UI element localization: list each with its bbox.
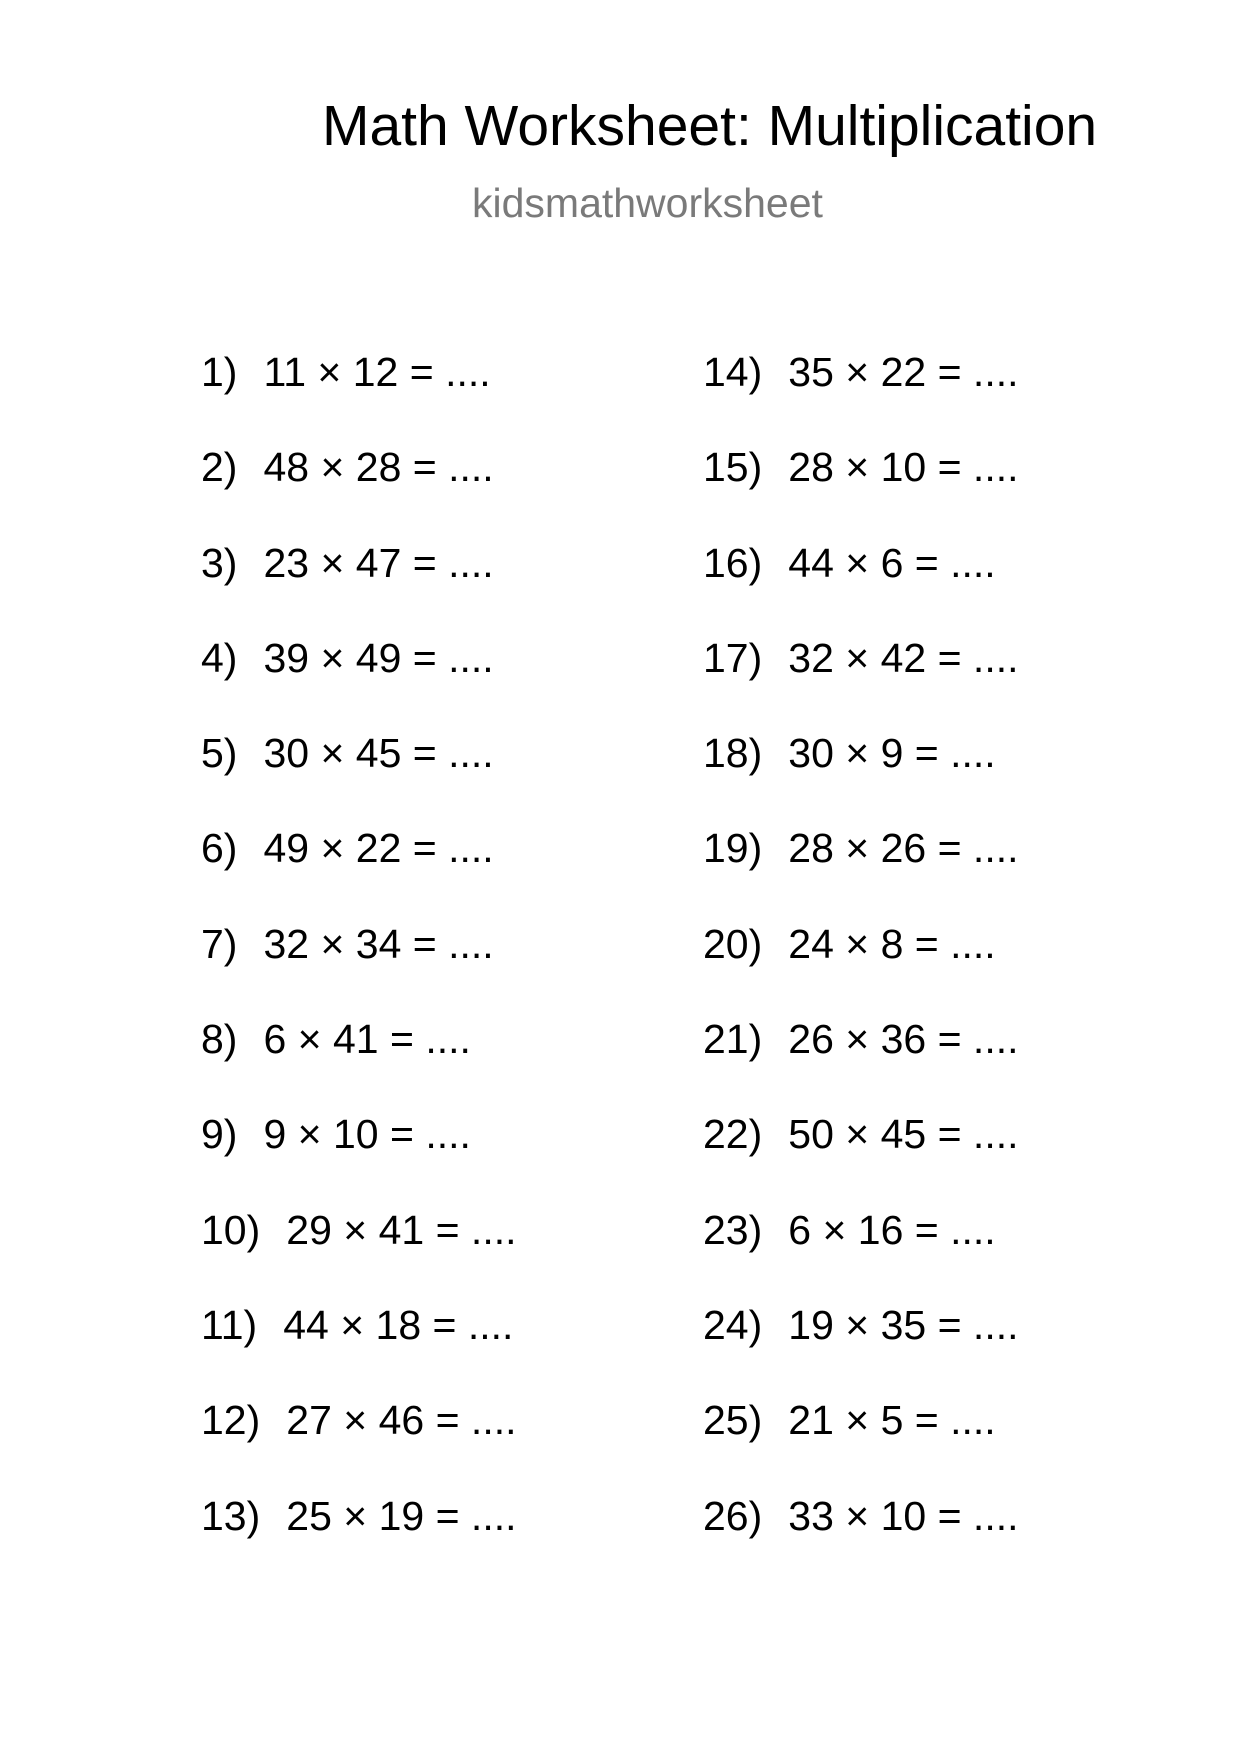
problem-number: 12) — [201, 1397, 261, 1444]
problem-number: 13) — [201, 1492, 261, 1539]
worksheet-title: Math Worksheet: Multiplication — [322, 94, 1098, 158]
problem-item — [201, 634, 517, 729]
problem-expression: 28 × 26 = .... — [788, 825, 1019, 872]
problem-item — [201, 443, 517, 538]
problem-expression: 21 × 5 = .... — [788, 1397, 996, 1444]
problem-item — [201, 1110, 517, 1205]
problem-item — [703, 1110, 1019, 1205]
problem-item — [703, 443, 1019, 538]
problem-item — [201, 1301, 517, 1396]
problem-expression: 26 × 36 = .... — [788, 1016, 1019, 1063]
problem-item — [703, 348, 1019, 443]
problem-number: 24) — [703, 1301, 763, 1348]
problem-expression: 30 × 45 = .... — [263, 730, 494, 777]
problem-item — [201, 1492, 517, 1587]
problem-expression: 9 × 10 = .... — [263, 1111, 471, 1158]
problem-number: 20) — [703, 920, 763, 967]
problem-expression: 11 × 12 = .... — [263, 349, 491, 395]
problem-item — [703, 1301, 1019, 1396]
problem-number: 9) — [201, 1111, 238, 1158]
problem-expression: 32 × 42 = .... — [788, 634, 1019, 681]
problem-item — [201, 1015, 517, 1110]
problem-item — [201, 920, 517, 1015]
problem-item — [703, 920, 1019, 1015]
problem-item — [201, 539, 517, 634]
problem-expression: 48 × 28 = .... — [263, 444, 494, 491]
problem-number: 14) — [703, 349, 763, 395]
problem-number: 7) — [201, 920, 238, 967]
problem-expression: 28 × 10 = .... — [788, 444, 1019, 491]
problem-expression: 6 × 41 = .... — [263, 1016, 471, 1063]
problem-item — [703, 1206, 1019, 1301]
problem-number: 18) — [703, 730, 763, 777]
problem-expression: 33 × 10 = .... — [788, 1492, 1019, 1539]
problem-number: 17) — [703, 634, 763, 681]
problem-expression: 24 × 8 = .... — [788, 920, 996, 967]
problem-item — [201, 824, 517, 919]
problem-expression: 29 × 41 = .... — [286, 1206, 517, 1253]
problem-number: 10) — [201, 1206, 261, 1253]
problem-expression: 50 × 45 = .... — [788, 1111, 1019, 1158]
problem-number: 21) — [703, 1016, 763, 1063]
problem-expression: 19 × 35 = .... — [788, 1301, 1019, 1348]
problem-number: 5) — [201, 730, 238, 777]
problem-number: 26) — [703, 1492, 763, 1539]
problem-item — [201, 1206, 517, 1301]
problem-number: 22) — [703, 1111, 763, 1158]
problem-number: 23) — [703, 1206, 763, 1253]
problem-number: 4) — [201, 634, 238, 681]
problem-expression: 23 × 47 = .... — [263, 539, 494, 586]
problem-expression: 30 × 9 = .... — [788, 730, 996, 777]
problem-item — [703, 634, 1019, 729]
problem-column-right — [703, 348, 1019, 1587]
problem-number: 8) — [201, 1016, 238, 1063]
problem-item — [703, 824, 1019, 919]
problem-expression: 6 × 16 = .... — [788, 1206, 996, 1253]
problem-number: 1) — [201, 349, 238, 395]
problem-number: 16) — [703, 539, 763, 586]
problem-item — [201, 729, 517, 824]
problem-expression: 25 × 19 = .... — [286, 1492, 517, 1539]
problem-expression: 44 × 18 = .... — [283, 1301, 514, 1348]
problem-expression: 27 × 46 = .... — [286, 1397, 517, 1444]
problem-item — [703, 1492, 1019, 1587]
problem-number: 25) — [703, 1397, 763, 1444]
problem-item — [703, 1015, 1019, 1110]
problem-number: 15) — [703, 444, 763, 491]
problem-expression: 44 × 6 = .... — [788, 539, 996, 586]
problem-number: 3) — [201, 539, 238, 586]
problem-item — [201, 1396, 517, 1491]
problem-item — [703, 1396, 1019, 1491]
worksheet-subtitle: kidsmathworksheet — [472, 180, 823, 226]
problem-column-left — [201, 348, 517, 1587]
problem-number: 2) — [201, 444, 238, 491]
problem-expression: 39 × 49 = .... — [263, 634, 494, 681]
problem-number: 11) — [201, 1301, 258, 1348]
problem-number: 19) — [703, 825, 763, 872]
problem-number: 6) — [201, 825, 238, 872]
problem-item — [703, 729, 1019, 824]
problem-expression: 49 × 22 = .... — [263, 825, 494, 872]
problem-expression: 35 × 22 = .... — [788, 349, 1019, 395]
problem-item — [201, 348, 517, 443]
problem-item — [703, 539, 1019, 634]
problem-expression: 32 × 34 = .... — [263, 920, 494, 967]
